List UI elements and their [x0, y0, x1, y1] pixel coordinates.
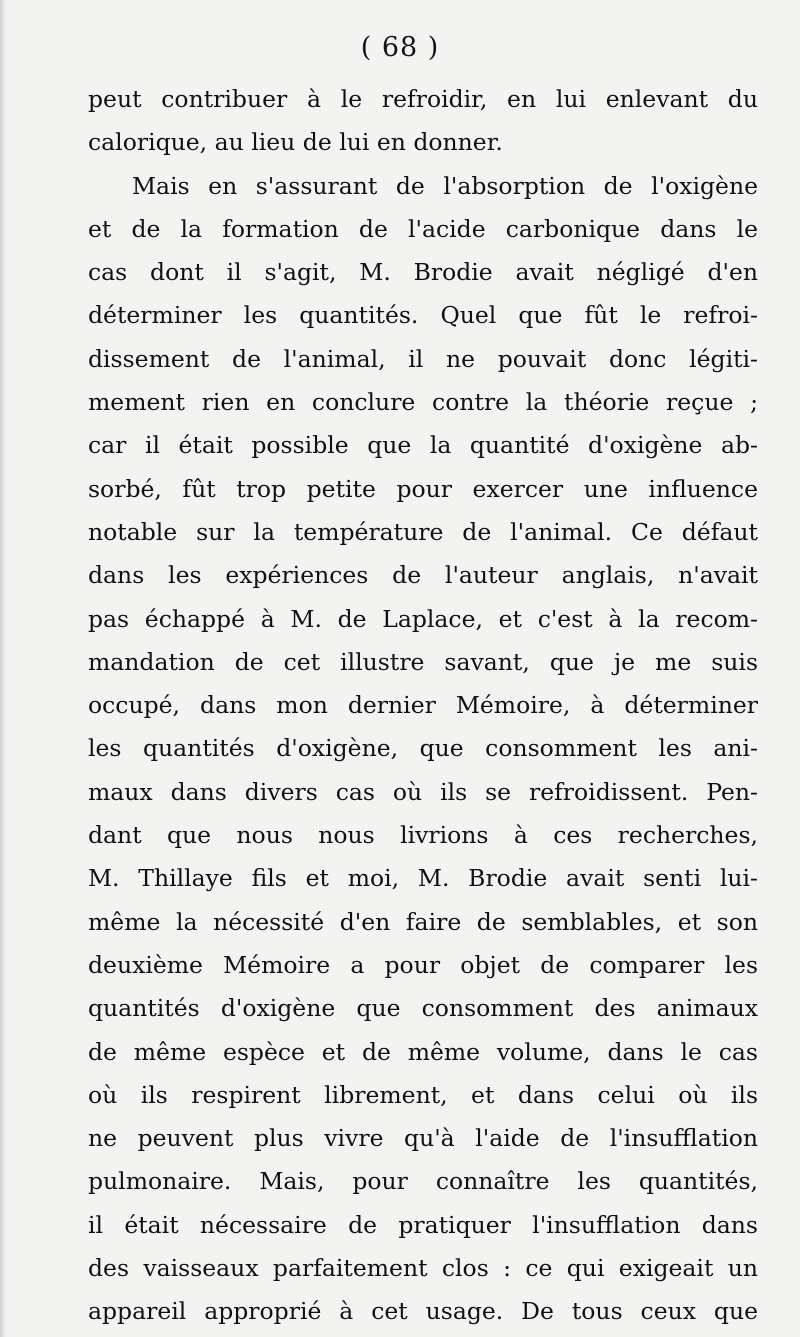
text-line: M. Thillaye fils et moi, M. Brodie avait senti lui- [88, 864, 758, 893]
text-line: deuxième Mémoire a pour objet de comparer les [88, 950, 758, 979]
text-line: de même espèce et de même volume, dans le cas [88, 1037, 758, 1066]
text-line: ne peuvent plus vivre qu'à l'aide de l'insufflation [88, 1124, 758, 1153]
text-line: déterminer les quantités. Quel que fût le refroi- [88, 301, 758, 330]
text-line: occupé, dans mon dernier Mémoire, à déterminer [88, 691, 758, 720]
text-line: dant que nous nous livrions à ces recherches, [88, 821, 758, 850]
text-line: pulmonaire. Mais, pour connaître les quantités, [88, 1167, 758, 1196]
text-line: Mais en s'assurant de l'absorption de l'oxigène [132, 171, 758, 200]
text-line: et de la formation de l'acide carbonique dans le [88, 214, 758, 243]
text-line: notable sur la température de l'animal. Ce défaut [88, 517, 758, 546]
text-line: calorique, au lieu de lui en donner. [88, 128, 503, 157]
text-line: cas dont il s'agit, M. Brodie avait négligé d'en [88, 258, 758, 287]
page-number: ( 68 ) [360, 32, 440, 63]
text-line: pas échappé à M. de Laplace, et c'est à la recom- [88, 604, 758, 633]
text-line: car il était possible que la quantité d'oxigène ab- [88, 431, 758, 460]
text-line: il était nécessaire de pratiquer l'insufflation dans [88, 1210, 758, 1239]
text-line: sorbé, fût trop petite pour exercer une influence [88, 474, 758, 503]
body-text [88, 78, 758, 1334]
text-line: dissement de l'animal, il ne pouvait donc légiti- [88, 344, 758, 373]
text-line: des vaisseaux parfaitement clos : ce qui exigeait un [88, 1254, 758, 1283]
text-line: où ils respirent librement, et dans celui où ils [88, 1080, 758, 1109]
text-line: les quantités d'oxigène, que consomment les ani- [88, 734, 758, 763]
text-line: maux dans divers cas où ils se refroidissent. Pen- [88, 777, 758, 806]
text-line: peut contribuer à le refroidir, en lui enlevant du [88, 85, 758, 113]
text-line: appareil approprié à cet usage. De tous ceux que [88, 1297, 758, 1326]
text-line: mement rien en conclure contre la théorie reçue ; [88, 388, 758, 417]
text-line: mandation de cet illustre savant, que je me suis [88, 647, 758, 676]
text-line: même la nécessité d'en faire de semblables, et son [88, 907, 758, 936]
text-line: quantités d'oxigène que consomment des animaux [88, 994, 758, 1023]
text-line: dans les expériences de l'auteur anglais, n'avait [88, 561, 758, 590]
page-edge-shadow [0, 0, 6, 1337]
